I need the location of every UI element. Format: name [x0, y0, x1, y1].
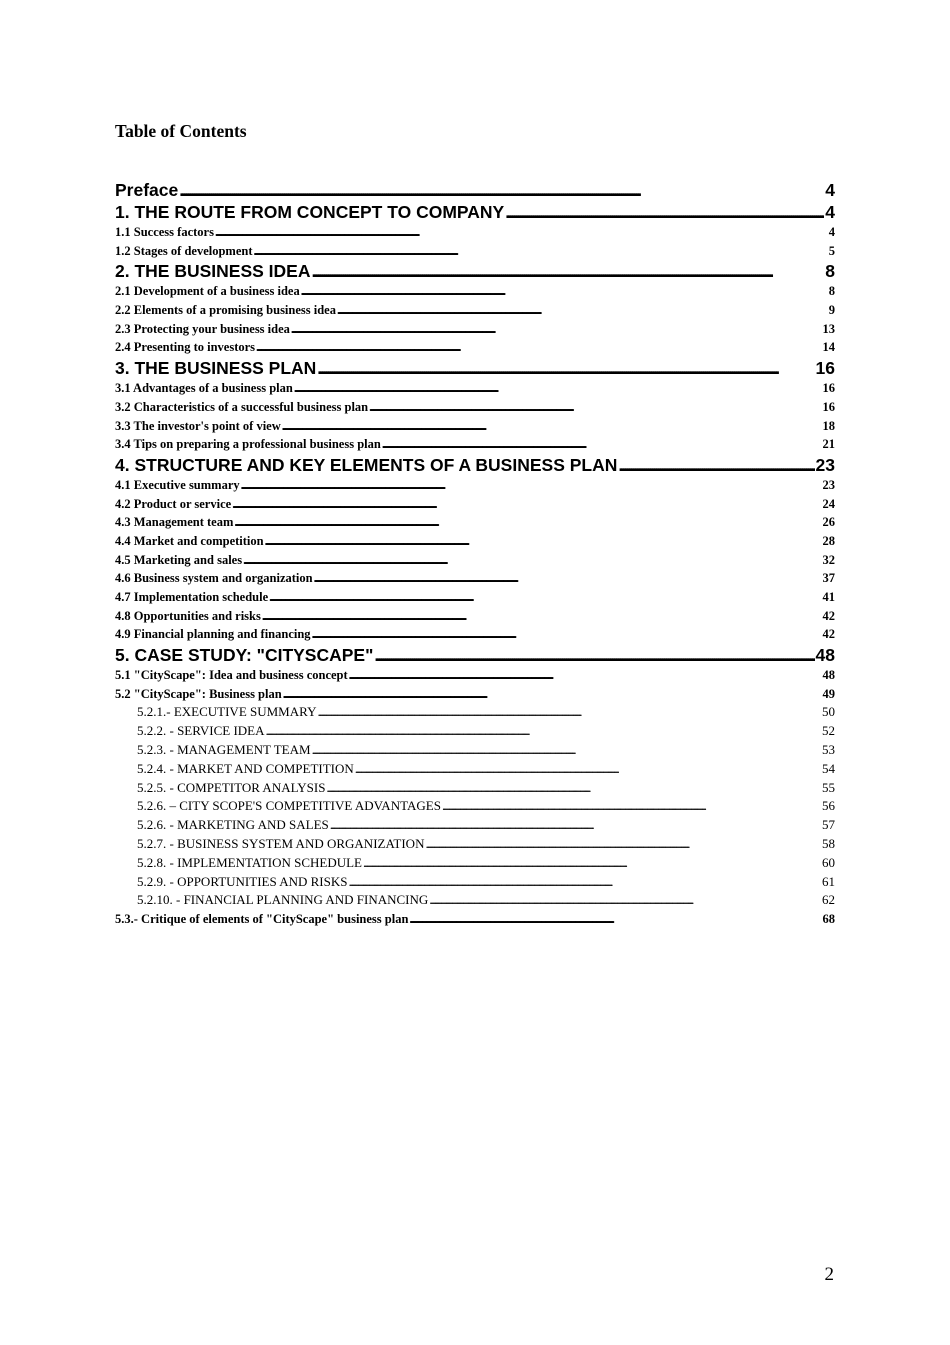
toc-entry-page: 62: [822, 892, 835, 908]
dot-leader: [317, 357, 814, 379]
dot-leader: [215, 223, 828, 242]
dot-leader: [442, 797, 821, 816]
toc-entry-page: 9: [828, 303, 835, 318]
toc-entry-page: 4: [825, 202, 835, 222]
toc-entry-title: 1. THE ROUTE FROM CONCEPT TO COMPANY: [115, 202, 505, 222]
toc-entry[interactable]: [115, 357, 835, 379]
dot-leader: [505, 201, 824, 223]
dot-leader: [254, 242, 828, 261]
dot-leader: [330, 816, 821, 835]
dot-leader: [266, 722, 821, 741]
toc-entry-title: 1.2 Stages of development: [115, 243, 253, 258]
toc-entry-title: 5.2.1.- EXECUTIVE SUMMARY: [137, 704, 317, 720]
toc-entry-page: 57: [822, 817, 835, 833]
dot-leader: [241, 476, 822, 495]
toc-entry[interactable]: [115, 910, 835, 929]
toc-entry-page: 26: [822, 515, 835, 530]
toc-entry-title: 3.4 Tips on preparing a professional business plan: [115, 437, 381, 452]
toc-entry[interactable]: [115, 835, 835, 854]
toc-entry-title: 5.2.10. - FINANCIAL PLANNING AND FINANCING: [137, 892, 429, 908]
dot-leader: [369, 398, 821, 417]
toc-entry[interactable]: [115, 625, 835, 644]
dot-leader: [294, 379, 822, 398]
dot-leader: [179, 179, 824, 201]
toc-entry-page: 16: [815, 358, 835, 379]
toc-entry[interactable]: [115, 282, 835, 301]
toc-entry[interactable]: [115, 797, 835, 816]
dot-leader: [409, 910, 821, 929]
toc-entry-title: 2.3 Protecting your business idea: [115, 321, 290, 336]
toc-entry-title: 2.1 Development of a business idea: [115, 284, 300, 299]
toc-entry-title: 4.3 Management team: [115, 515, 234, 530]
toc-entry-title: 5.2 "CityScape": Business plan: [115, 686, 282, 701]
toc-entry-title: 4.7 Implementation schedule: [115, 590, 269, 604]
toc-entry-page: 21: [822, 437, 835, 452]
toc-entry-title: 2.2 Elements of a promising business idea: [115, 303, 336, 318]
toc-entry[interactable]: [115, 722, 835, 741]
toc-entry-page: 23: [822, 477, 835, 492]
dot-leader: [291, 320, 822, 339]
toc-entry-title: 5.2.9. - OPPORTUNITIES AND RISKS: [137, 873, 348, 889]
toc-entry-page: 8: [825, 261, 835, 282]
toc-entry[interactable]: [115, 741, 835, 760]
toc-entry-page: 32: [822, 552, 835, 567]
toc-entry-page: 18: [822, 418, 835, 433]
toc-entry-title: 4.4 Market and competition: [115, 533, 264, 548]
dot-leader: [314, 569, 822, 588]
toc-entry[interactable]: [115, 685, 835, 704]
toc-entry[interactable]: [115, 242, 835, 261]
toc-entry-page: 42: [822, 627, 835, 642]
toc-entry-title: 5.2.6. – CITY SCOPE'S COMPETITIVE ADVANTAGES: [137, 798, 441, 814]
dot-leader: [312, 741, 821, 760]
toc-entry-title: 2. THE BUSINESS IDEA: [115, 261, 311, 282]
toc-entry-page: 61: [822, 873, 835, 889]
toc-entry-page: 4: [828, 225, 835, 239]
toc-entry[interactable]: [115, 607, 835, 626]
toc-entry-page: 14: [822, 340, 835, 355]
table-of-contents: [115, 179, 835, 929]
toc-entry-title: Preface: [115, 180, 179, 200]
dot-leader: [382, 435, 822, 454]
dot-leader: [283, 685, 822, 704]
toc-entry-title: 5.2.2. - SERVICE IDEA: [137, 723, 265, 739]
toc-entry[interactable]: [115, 201, 835, 223]
toc-entry-page: 13: [822, 321, 835, 336]
dot-leader: [312, 625, 822, 644]
dot-leader: [349, 666, 822, 685]
toc-entry[interactable]: [115, 320, 835, 339]
toc-entry-page: 48: [815, 645, 835, 666]
toc-entry[interactable]: [115, 644, 835, 666]
toc-entry-page: 55: [822, 779, 835, 795]
toc-entry-page: 54: [822, 760, 835, 776]
toc-entry[interactable]: [115, 551, 835, 570]
toc-entry-title: 3.3 The investor's point of view: [115, 418, 281, 433]
toc-entry-title: 4.9 Financial planning and financing: [115, 627, 311, 642]
toc-entry[interactable]: [115, 779, 835, 798]
toc-entry-page: 48: [822, 668, 835, 683]
toc-entry-page: 8: [828, 284, 835, 299]
toc-entry-title: 5.2.7. - BUSINESS SYSTEM AND ORGANIZATION: [137, 836, 425, 852]
toc-entry-title: 5. CASE STUDY: "CITYSCAPE": [115, 645, 374, 666]
toc-entry[interactable]: [115, 760, 835, 779]
toc-entry[interactable]: [115, 179, 835, 201]
toc-entry[interactable]: [115, 703, 835, 722]
toc-entry[interactable]: [115, 223, 835, 242]
toc-entry[interactable]: [115, 435, 835, 454]
dot-leader: [363, 854, 821, 873]
toc-entry-title: 4.6 Business system and organization: [115, 571, 313, 586]
toc-entry-page: 53: [822, 742, 835, 758]
toc-entry-page: 24: [822, 496, 835, 511]
toc-heading: Table of Contents: [115, 121, 247, 141]
toc-entry-title: 4.1 Executive summary: [115, 477, 240, 492]
dot-leader: [269, 588, 821, 607]
dot-leader: [374, 644, 814, 666]
dot-leader: [311, 260, 824, 282]
toc-entry[interactable]: [115, 454, 835, 476]
toc-entry-title: 5.2.5. - COMPETITOR ANALYSIS: [137, 779, 326, 795]
toc-entry-title: 1.1 Success factors: [115, 225, 214, 239]
dot-leader: [317, 703, 821, 722]
toc-entry-title: 4.8 Opportunities and risks: [115, 608, 261, 623]
dot-leader: [265, 532, 822, 551]
toc-entry-page: 58: [822, 836, 835, 852]
toc-entry-title: 4. STRUCTURE AND KEY ELEMENTS OF A BUSINESS PLAN: [115, 454, 618, 475]
toc-entry[interactable]: [115, 513, 835, 532]
dot-leader: [262, 607, 822, 626]
dot-leader: [326, 779, 821, 798]
toc-entry[interactable]: [115, 417, 835, 436]
dot-leader: [618, 454, 814, 476]
toc-entry[interactable]: [115, 476, 835, 495]
toc-entry-page: 37: [822, 571, 835, 586]
toc-entry-page: 49: [822, 686, 835, 701]
dot-leader: [282, 417, 822, 436]
toc-entry-page: 4: [825, 180, 835, 200]
toc-entry[interactable]: [115, 854, 835, 873]
toc-entry-title: 4.2 Product or service: [115, 496, 232, 511]
toc-entry-title: 4.5 Marketing and sales: [115, 552, 243, 567]
toc-entry[interactable]: [115, 873, 835, 892]
toc-entry-title: 3.1 Advantages of a business plan: [115, 381, 293, 396]
toc-entry[interactable]: [115, 588, 835, 607]
toc-entry-title: 5.2.3. - MANAGEMENT TEAM: [137, 742, 311, 758]
dot-leader: [349, 873, 822, 892]
dot-leader: [355, 760, 821, 779]
toc-entry-page: 41: [822, 590, 835, 604]
dot-leader: [429, 891, 821, 910]
toc-entry[interactable]: [115, 891, 835, 910]
toc-entry-page: 42: [822, 608, 835, 623]
toc-entry[interactable]: [115, 666, 835, 685]
toc-entry-title: 5.3.- Critique of elements of "CityScape" business plan: [115, 912, 409, 927]
toc-entry-title: 3.2 Characteristics of a successful business plan: [115, 399, 369, 414]
toc-entry-page: 52: [822, 723, 835, 739]
toc-entry-title: 5.2.4. - MARKET AND COMPETITION: [137, 760, 354, 776]
toc-entry-page: 56: [822, 798, 835, 814]
dot-leader: [234, 513, 821, 532]
toc-entry-page: 68: [822, 912, 835, 927]
toc-entry-page: 23: [815, 454, 835, 475]
toc-entry[interactable]: [115, 379, 835, 398]
toc-entry-page: 5: [828, 243, 835, 258]
toc-entry[interactable]: [115, 260, 835, 282]
dot-leader: [256, 338, 821, 357]
toc-entry[interactable]: [115, 338, 835, 357]
toc-entry[interactable]: [115, 816, 835, 835]
dot-leader: [232, 495, 821, 514]
page-number: 2: [824, 1264, 834, 1285]
toc-entry-title: 5.2.8. - IMPLEMENTATION SCHEDULE: [137, 854, 362, 870]
toc-entry[interactable]: [115, 301, 835, 320]
toc-entry[interactable]: [115, 569, 835, 588]
toc-entry[interactable]: [115, 398, 835, 417]
dot-leader: [337, 301, 828, 320]
dot-leader: [301, 282, 828, 301]
toc-entry-title: 5.1 "CityScape": Idea and business concept: [115, 668, 348, 683]
toc-entry-page: 50: [822, 704, 835, 720]
toc-entry-title: 3. THE BUSINESS PLAN: [115, 358, 317, 379]
toc-entry-title: 5.2.6. - MARKETING AND SALES: [137, 817, 329, 833]
dot-leader: [425, 835, 821, 854]
toc-entry-page: 28: [822, 533, 835, 548]
toc-entry-page: 60: [822, 854, 835, 870]
toc-entry-title: 2.4 Presenting to investors: [115, 340, 256, 355]
toc-entry-page: 16: [822, 399, 835, 414]
toc-entry-page: 16: [822, 381, 835, 396]
dot-leader: [243, 551, 821, 570]
toc-entry[interactable]: [115, 495, 835, 514]
toc-entry[interactable]: [115, 532, 835, 551]
